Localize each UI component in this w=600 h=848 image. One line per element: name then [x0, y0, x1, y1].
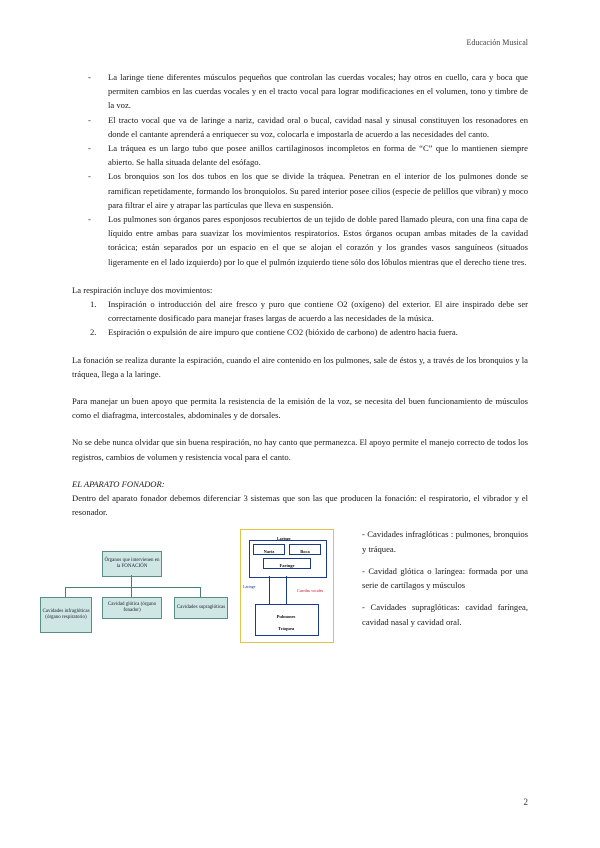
org-child-supragloticas: Cavidades supraglóticas — [174, 597, 228, 619]
bullet-tracto-vocal: - El tracto vocal que va de laringe a nariz, cavidad oral o bucal, cavidad nasal y sinusal constituyen los resonadores en donde el cantante aprenderá a enriquecer su voz, colocarla e impostarla de acuerdo a las necesidades del canto. — [72, 113, 528, 141]
diagram-top-label: Laringe — [277, 536, 291, 542]
system-supragloticas: - Cavidades supraglóticas: cavidad faríngea, cavidad nasal y cavidad oral. — [362, 602, 528, 627]
diagram-traquea: Tráquea — [259, 622, 313, 630]
org-child-glotica: Cavidad glótica (órgano fonador) — [102, 597, 162, 619]
bullet-traquea: - La tráquea es un largo tubo que posee anillos cartilaginosos incompletos en forma de “C” que lo mantienen siempre abierto. Se halla situada delante del esófago. — [72, 141, 528, 169]
section-title: EL APARATO FONADOR: — [72, 478, 165, 489]
section-intro: Dentro del aparato fonador debemos diferenciar 3 sistemas que son las que producen la fonación: el respiratorio, el vibrador y el resonador. — [72, 493, 528, 518]
phonation-diagram — [240, 529, 334, 643]
bullet-laringe: - La laringe tiene diferentes músculos pequeños que controlan las cuerdas vocales; hay otros en cuello, cara y boca que permiten cambios en las cuerdas vocales y en el tracto vocal para lograr modificaciones en el volumen, tono y timbre de la voz. — [72, 70, 528, 113]
system-glotica: - Cavidad glótica o laríngea: formada por una serie de cartílagos y músculos — [362, 565, 528, 591]
respiration-intro: La respiración incluye dos movimientos: — [72, 284, 213, 295]
org-root-box: Órganos que intervienen en la FONACIÓN — [102, 551, 162, 577]
diagram-faringe: Faringe — [263, 558, 311, 569]
diagram-pulmones: Pulmones — [259, 610, 313, 618]
system-infragloticas: - Cavidades infraglóticas : pulmones, bronquios y tráquea. — [362, 529, 528, 554]
fonador-systems-list — [362, 527, 528, 636]
paragraph-fonacion: La fonación se realiza durante la espiración, cuando el aire contenido en los pulmones, sale de éstos y, a través de los bronquios y la tráquea, llega a la laringe. — [72, 354, 528, 379]
org-chart — [40, 551, 230, 641]
diagram-laringe-label: Laringe — [243, 584, 256, 590]
paragraph-respiracion: No se debe nunca olvidar que sin buena respiración, no hay canto que permanezca. El apoyo permite el manejo correcto de todos los registros, cambios de volumen y resistencia vocal para el canto. — [72, 437, 528, 462]
movement-item: 1. Inspiración o introducción del aire fresco y puro que contiene O2 (oxígeno) del exterior. El aire inspirado debe ser correctamente dosificado para manejar frases largas de acuerdo a las necesidades de la música. — [90, 299, 528, 324]
paragraph-apoyo: Para manejar un buen apoyo que permita la resistencia de la emisión de la voz, se necesita del buen funcionamiento de músculos como el diafragma, intercostales, abdominales y de dorsales. — [72, 396, 528, 421]
bullet-pulmones: - Los pulmones son órganos pares esponjosos recubiertos de un tejido de doble pared llamado pleura, con una fina capa de líquido entre ambas para suavizar los movimientos respiratorios. Estos órganos ocupan ambas mitades de la cavidad torácica; están separados por un espacio en el que se alojan el corazón y los grandes vasos sanguíneos (situados ligeramente en el lado izquierdo) por lo que el pulmón izquierdo tiene sólo dos lóbulos mientras que el derecho tiene tres. — [72, 212, 528, 269]
page-header: Educación Musical — [466, 38, 528, 47]
movements-list — [72, 297, 528, 340]
page-content — [42, 70, 528, 645]
diagram-nariz: Nariz — [253, 544, 285, 555]
bullet-bronquios: - Los bronquios son los dos tubos en los que se divide la tráquea. Penetran en el interior de los pulmones donde se ramifican repetidamente, formando los bronquiolos. Su pared interior posee cilios (especie de pelillos que vibran) y moco para filtrar el aire y atrapar las partículas que lleva en suspensión. — [72, 169, 528, 212]
anatomy-bullet-list — [72, 70, 528, 269]
diagram-boca: Boca — [289, 544, 321, 555]
figure-row — [42, 525, 528, 645]
org-child-infragloticas: Cavidades infraglóticas (órgano respiratorio) — [40, 597, 92, 633]
movement-item: 2. Espiración o expulsión de aire impuro que contiene CO2 (bióxido de carbono) de adentro hacia fuera. — [90, 327, 458, 338]
page-number: 2 — [523, 797, 528, 807]
diagram-cuerdas-label: Cuerdas vocales — [297, 588, 324, 594]
